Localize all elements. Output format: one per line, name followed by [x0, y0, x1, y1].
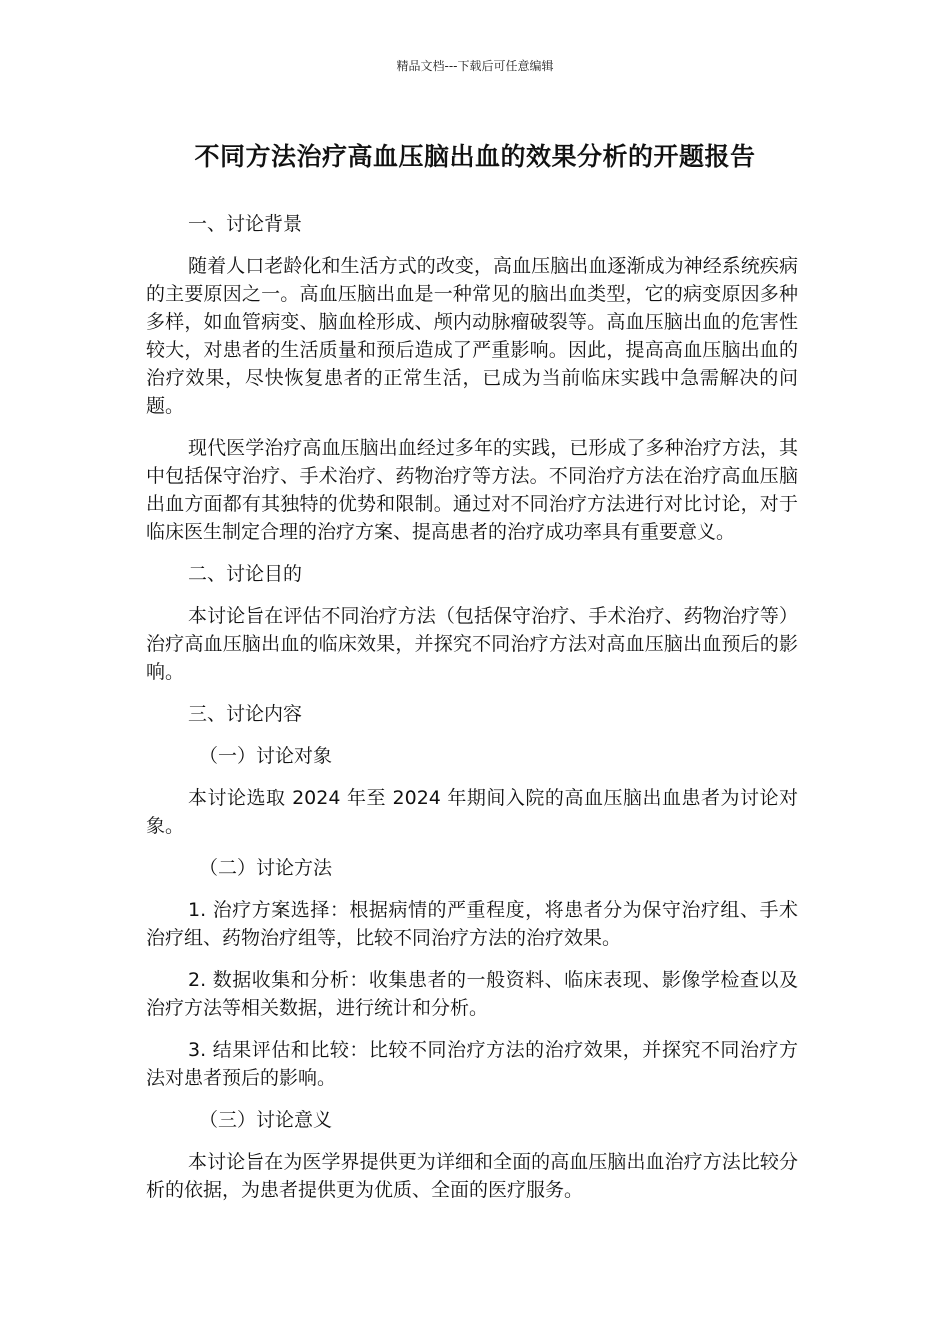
paragraph-subjects: 本讨论选取 2024 年至 2024 年期间入院的高血压脑出血患者为讨论对象。: [146, 787, 798, 837]
paragraph-background-1: 随着人口老龄化和生活方式的改变，高血压脑出血逐渐成为神经系统疾病的主要原因之一。高血压脑出血是一种常见的脑出血类型，它的病变原因多种多样，如血管病变、脑血栓形成、颅内动脉瘤破裂等。高血压脑出血的危害性较大，对患者的生活质量和预后造成了严重影响。因此，提高高血压脑出血的治疗效果，尽快恢复患者的正常生活，已成为当前临床实践中急需解决的问题。: [146, 255, 798, 417]
document-body: [146, 210, 798, 1218]
paragraph-purpose: 本讨论旨在评估不同治疗方法（包括保守治疗、手术治疗、药物治疗等）治疗高血压脑出血的临床效果，并探究不同治疗方法对高血压脑出血预后的影响。: [146, 605, 798, 683]
document-title: 不同方法治疗高血压脑出血的效果分析的开题报告: [194, 142, 756, 171]
method-item-1: 1. 治疗方案选择：根据病情的严重程度，将患者分为保守治疗组、手术治疗组、药物治疗组等，比较不同治疗方法的治疗效果。: [146, 899, 798, 949]
subsection-heading-significance: （三）讨论意义: [199, 1109, 333, 1131]
method-item-2: 2. 数据收集和分析：收集患者的一般资料、临床表现、影像学检查以及治疗方法等相关数据，进行统计和分析。: [146, 969, 798, 1019]
header-note: 精品文档---下载后可任意编辑: [396, 59, 554, 73]
section-heading-content: 三、讨论内容: [188, 703, 303, 725]
section-heading-background: 一、讨论背景: [188, 213, 303, 235]
method-item-3: 3. 结果评估和比较：比较不同治疗方法的治疗效果，并探究不同治疗方法对患者预后的影响。: [146, 1039, 798, 1089]
paragraph-background-2: 现代医学治疗高血压脑出血经过多年的实践，已形成了多种治疗方法，其中包括保守治疗、手术治疗、药物治疗等方法。不同治疗方法在治疗高血压脑出血方面都有其独特的优势和限制。通过对不同治疗方法进行对比讨论，对于临床医生制定合理的治疗方案、提高患者的治疗成功率具有重要意义。: [146, 437, 798, 543]
paragraph-significance: 本讨论旨在为医学界提供更为详细和全面的高血压脑出血治疗方法比较分析的依据，为患者提供更为优质、全面的医疗服务。: [146, 1151, 798, 1201]
subsection-heading-methods: （二）讨论方法: [199, 857, 333, 879]
section-heading-purpose: 二、讨论目的: [188, 563, 303, 585]
subsection-heading-subjects: （一）讨论对象: [199, 745, 333, 767]
